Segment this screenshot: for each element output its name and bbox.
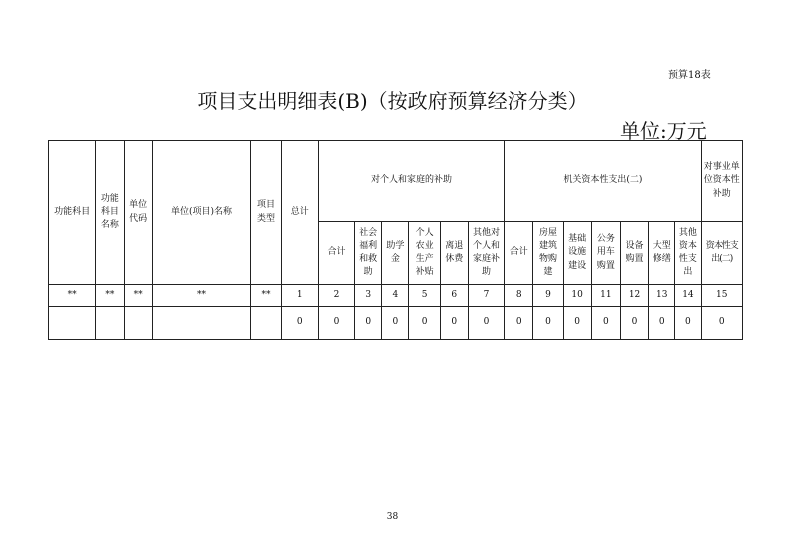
value-cell: 0: [505, 307, 533, 340]
value-cell: 0: [382, 307, 409, 340]
header-unit-name: 单位(项目)名称: [152, 141, 251, 285]
data-row: [49, 307, 743, 340]
column-index-row: [49, 285, 743, 307]
index-cell: 12: [620, 285, 648, 307]
header-major-repair: 大型修缮: [649, 222, 675, 285]
value-cell: 0: [620, 307, 648, 340]
page-number: 38: [386, 512, 399, 522]
index-cell: 15: [701, 285, 742, 307]
index-cell: 14: [675, 285, 701, 307]
value-cell: 0: [440, 307, 468, 340]
index-cell: **: [49, 285, 96, 307]
header-other-household-subsidy: 其他对个人和家庭补助: [468, 222, 504, 285]
index-cell: 11: [591, 285, 620, 307]
value-cell: 0: [468, 307, 504, 340]
value-cell: [124, 307, 152, 340]
index-cell: 1: [281, 285, 318, 307]
value-cell: [49, 307, 96, 340]
header-other-capital: 其他资本性支出: [675, 222, 701, 285]
index-cell: 2: [318, 285, 354, 307]
index-cell: 13: [649, 285, 675, 307]
header-retirement: 离退休费: [440, 222, 468, 285]
header-group-capital-expenditure: 机关资本性支出(二): [505, 141, 701, 222]
header-stipend: 助学金: [382, 222, 409, 285]
index-cell: 7: [468, 285, 504, 307]
value-cell: 0: [701, 307, 742, 340]
header-group-household-subsidy: 对个人和家庭的补助: [318, 141, 504, 222]
page-title: 项目支出明细表(B)（按政府预算经济分类）: [197, 89, 588, 113]
index-cell: **: [96, 285, 124, 307]
index-cell: 8: [505, 285, 533, 307]
header-unit-code: 单位代码: [124, 141, 152, 285]
value-cell: 0: [355, 307, 382, 340]
header-infrastructure: 基础设施建设: [563, 222, 591, 285]
header-subtotal-household: 合计: [318, 222, 354, 285]
header-function-code: 功能科目: [49, 141, 96, 285]
value-cell: 0: [318, 307, 354, 340]
expenditure-table: [48, 140, 743, 340]
value-cell: 0: [591, 307, 620, 340]
index-cell: 10: [563, 285, 591, 307]
form-number: 预算18表: [668, 70, 711, 81]
header-function-name: 功能科目名称: [96, 141, 124, 285]
header-capital-expenditure-2: 资本性支出(二): [701, 222, 742, 285]
header-vehicle-purchase: 公务用车购置: [591, 222, 620, 285]
value-cell: 0: [649, 307, 675, 340]
index-cell: **: [124, 285, 152, 307]
header-project-type: 项目类型: [251, 141, 281, 285]
value-cell: 0: [281, 307, 318, 340]
index-cell: 4: [382, 285, 409, 307]
index-cell: **: [152, 285, 251, 307]
header-social-welfare: 社会福利和救助: [355, 222, 382, 285]
header-group-institution-capital-subsidy: 对事业单位资本性补助: [701, 141, 742, 222]
index-cell: 6: [440, 285, 468, 307]
header-building-construction: 房屋建筑物购建: [533, 222, 563, 285]
index-cell: **: [251, 285, 281, 307]
value-cell: 0: [533, 307, 563, 340]
index-cell: 3: [355, 285, 382, 307]
index-cell: 9: [533, 285, 563, 307]
value-cell: [96, 307, 124, 340]
value-cell: [152, 307, 251, 340]
index-cell: 5: [409, 285, 440, 307]
header-subtotal-capital: 合计: [505, 222, 533, 285]
header-equipment-purchase: 设备购置: [620, 222, 648, 285]
value-cell: 0: [563, 307, 591, 340]
value-cell: [251, 307, 281, 340]
header-farm-subsidy: 个人农业生产补贴: [409, 222, 440, 285]
value-cell: 0: [409, 307, 440, 340]
value-cell: 0: [675, 307, 701, 340]
unit-label: 单位:万元: [620, 119, 707, 143]
header-total: 总计: [281, 141, 318, 285]
